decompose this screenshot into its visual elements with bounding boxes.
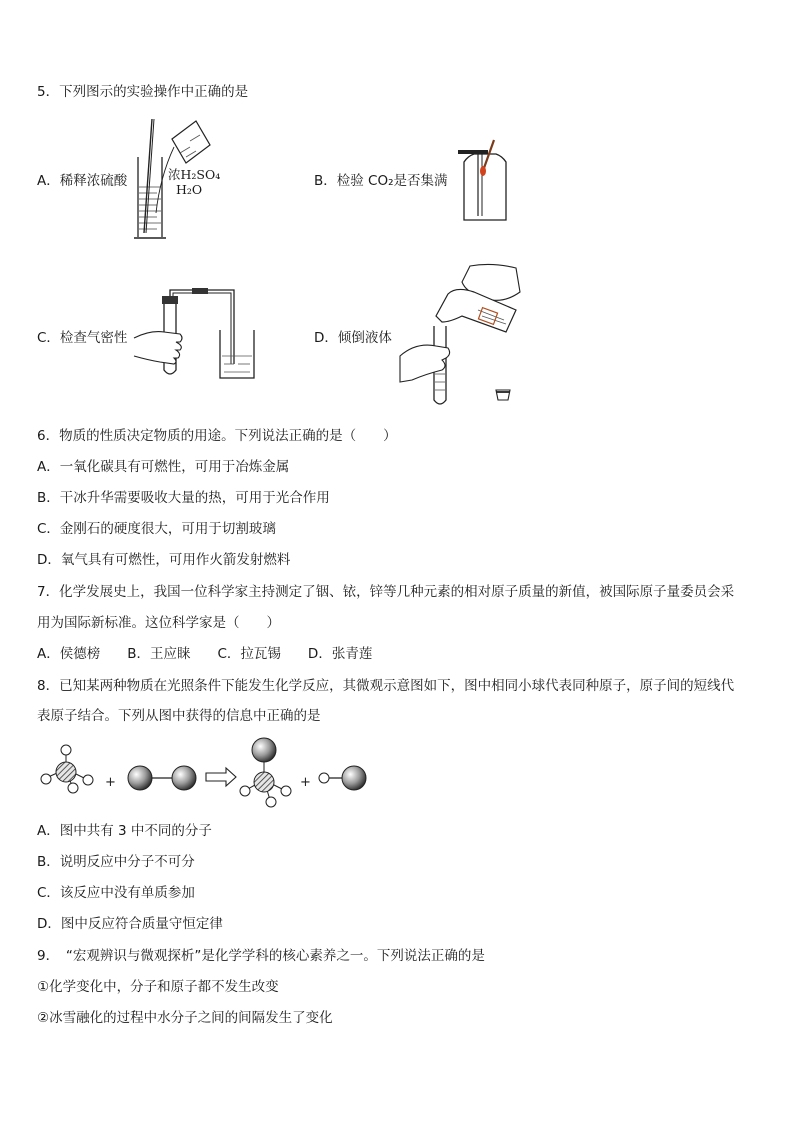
plus-sign-1: + [105,775,116,790]
q7-options: A．侯德榜 B．王应睐 C．拉瓦锡 D．张青莲 [37,646,373,662]
q9-stem: 9． “宏观辨识与微观探析”是化学学科的核心素养之一。下列说法正确的是 [37,948,485,964]
q7-stem-line2: 用为国际新标准。这位科学家是（ ） [37,615,280,631]
q8-option-a: A．图中共有 3 中不同的分子 [37,823,212,839]
q5-option-a: A．稀释浓硫酸 [37,173,128,189]
q7-stem-line1: 7．化学发展史上，我国一位科学家主持测定了铟、铱，锌等几种元素的相对原子质量的新值，被国际原子量委员会采 [37,584,735,600]
q5-option-c: C．检查气密性 [37,330,128,346]
plus-sign-2: + [300,775,311,790]
q5-stem: 5．下列图示的实验操作中正确的是 [37,84,249,100]
q6-option-a: A．一氧化碳具有可燃性，可用于冶炼金属 [37,459,290,475]
q8-option-b: B．说明反应中分子不可分 [37,854,195,870]
q8-stem-line2: 表原子结合。下列从图中获得的信息中正确的是 [37,708,321,724]
molecule-reaction-figure [34,736,374,814]
acid-label: 浓H₂SO₄ [168,167,221,182]
water-label: H₂O [176,182,203,197]
q6-option-b: B．干冰升华需要吸收大量的热，可用于光合作用 [37,490,330,506]
q5-option-d: D．倾倒液体 [314,330,392,346]
airtight-check-figure [130,286,260,382]
q5-option-b: B．检验 CO₂是否集满 [314,173,448,189]
q6-option-d: D．氧气具有可燃性，可用作火箭发射燃料 [37,552,291,568]
pour-liquid-figure [396,262,526,410]
q8-stem-line1: 8．已知某两种物质在光照条件下能发生化学反应，其微观示意图如下，图中相同小球代表同种原子，原子间的短线代 [37,678,735,694]
q8-option-d: D．图中反应符合质量守恒定律 [37,916,223,932]
q9-statement-1: ①化学变化中，分子和原子都不发生改变 [37,979,279,995]
gas-bottle-figure [458,138,518,224]
q6-stem: 6．物质的性质决定物质的用途。下列说法正确的是（ ） [37,428,397,444]
q6-option-c: C．金刚石的硬度很大，可用于切割玻璃 [37,521,276,537]
q8-option-c: C．该反应中没有单质参加 [37,885,195,901]
q9-statement-2: ②冰雪融化的过程中水分子之间的间隔发生了变化 [37,1010,333,1026]
